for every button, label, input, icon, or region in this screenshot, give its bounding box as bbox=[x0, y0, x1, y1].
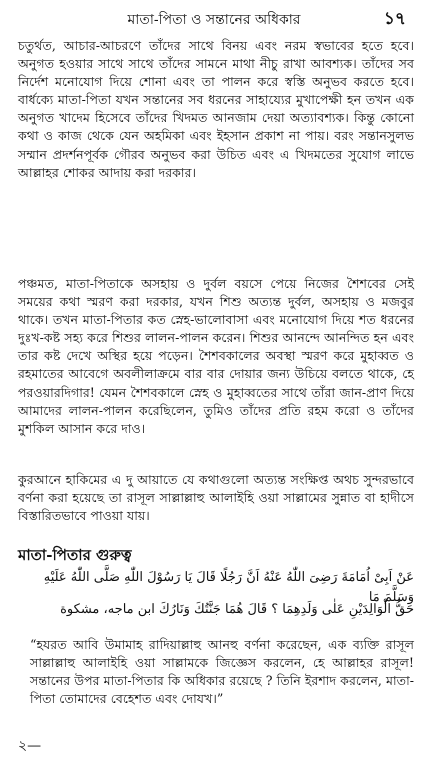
section-heading: মাতা-পিতার গুরুত্ব bbox=[18, 546, 132, 564]
paragraph-text: চতুর্থত, আচার-আচরণে তাঁদের সাথে বিনয় এবং নরম স্বভাবের হতে হবে। অনুগত হওয়ার সাথে সাথে তাঁদের সামনে মাথা নীচু রাখা আবশ্যক। তাঁদের সব নির্দেশ মনোযোগ দিয়ে শোনা এবং তা পালন করে স্বস্তি অনুভব করতে হবে। বার্ধক্যে মাতা-পিতা যখন সন্তানের সব ধরনের সাহায্যের মুখাপেক্ষী হন তখন এক অনুগত খাদেম হিসেবে তাঁদের খিদমত আনজাম দেয়া অত্যাবশ্যক। কিন্তু কোনো কথা ও কাজ থেকে যেন অহমিকা এবং ইহসান প্রকাশ না পায়। বরং সন্তানসুলভ সম্মান প্রদর্শনপূর্বক গৌরব অনুভব করা উচিত এবং এ খিদমতের সুযোগ লাভে আল্লাহর শোকর আদায় করা দরকার। bbox=[18, 38, 414, 180]
running-title: মাতা-পিতা ও সন্তানের অধিকার bbox=[127, 12, 301, 28]
signature-mark: ২— bbox=[18, 738, 42, 754]
paragraph-fifth bbox=[18, 275, 414, 438]
page-header bbox=[0, 8, 428, 30]
arabic-hadith-line-1: عَنْ اَبِىْ اُمَامَةَ رَضِىَ اللّٰهُ عَنْهُ اَنَّ رَجُلًا قَالَ يَا رَسُوْلَ اللّٰهِ صَلَّى اللّٰهُ عَلَيْهِ وَسَلَّمَ مَا bbox=[43, 570, 414, 605]
page-number: ১৭ bbox=[383, 9, 406, 29]
paragraph-quran bbox=[18, 471, 414, 525]
arabic-hadith-line-2: حَقُّ الْوَالِدَيْنِ عَلٰى وَلَدِهِمَا ؟ قَالَ هُمَا جَنَّتُكَ وَنَارُكَ ابن ماجه، مشكوة bbox=[60, 602, 414, 617]
paragraph-text: পঞ্চমত, মাতা-পিতাকে অসহায় ও দুর্বল বয়সে পেয়ে নিজের শৈশবের সেই সময়ের কথা স্মরণ করা দরকার, যখন শিশু অত্যন্ত দুর্বল, অসহায় ও মজবুর থাকে। তখন মাতা-পিতার কত স্নেহ-ভালোবাসা এবং মনোযোগ দিয়ে শত ধরনের দুঃখ-কষ্ট সহ্য করে শিশুর লালন-পালন করেন। শিশুর আনন্দে আনন্দিত হন এবং তার কষ্ট দেখে অস্থির হয়ে পড়েন। শৈশবকালের অবস্থা স্মরণ করে মুহাব্বত ও রহমাতের আবেগে অবলীলাক্রমে বার বার দোয়ার জন্য উচিয়ে বলতে থাকে, হে পরওয়ারদিগার! যেমন শৈশবকালে স্নেহ ও মুহাব্বতের সাথে তাঁরা জান-প্রাণ দিয়ে আমাদের লালন-পালন করেছিলেন, তুমিও তাঁদের প্রতি রহম করো ও তাঁদের মুশকিল আসান করে দাও। bbox=[18, 276, 414, 436]
paragraph-text: কুরআনে হাকিমের এ দু আয়াতে যে কথাগুলো অত্যন্ত সংক্ষিপ্ত অথচ সুন্দরভাবে বর্ণনা করা হয়েছে তা রাসূল সাল্লাল্লাহু আলাইহি ওয়া সাল্লামের সুন্নাত বা হাদীসে বিস্তারিতভাবে পাওয়া যায়। bbox=[18, 472, 414, 524]
paragraph-fourth bbox=[18, 37, 414, 182]
hadith-translation: “হযরত আবি উমামাহ রাদিয়াল্লাহু আনহু বর্ণনা করেছেন, এক ব্যক্তি রাসূল সাল্লাল্লাহু আলাইহি ওয়া সাল্লামকে জিজ্ঞেস করলেন, হে আল্লাহর রাসূল! সন্তানের উপর মাতা-পিতার কি অধিকার রয়েছে ? তিনি ইরশাদ করলেন, মাতা-পিতা তোমাদের বেহেশত এবং দোযখ।” bbox=[30, 637, 414, 706]
